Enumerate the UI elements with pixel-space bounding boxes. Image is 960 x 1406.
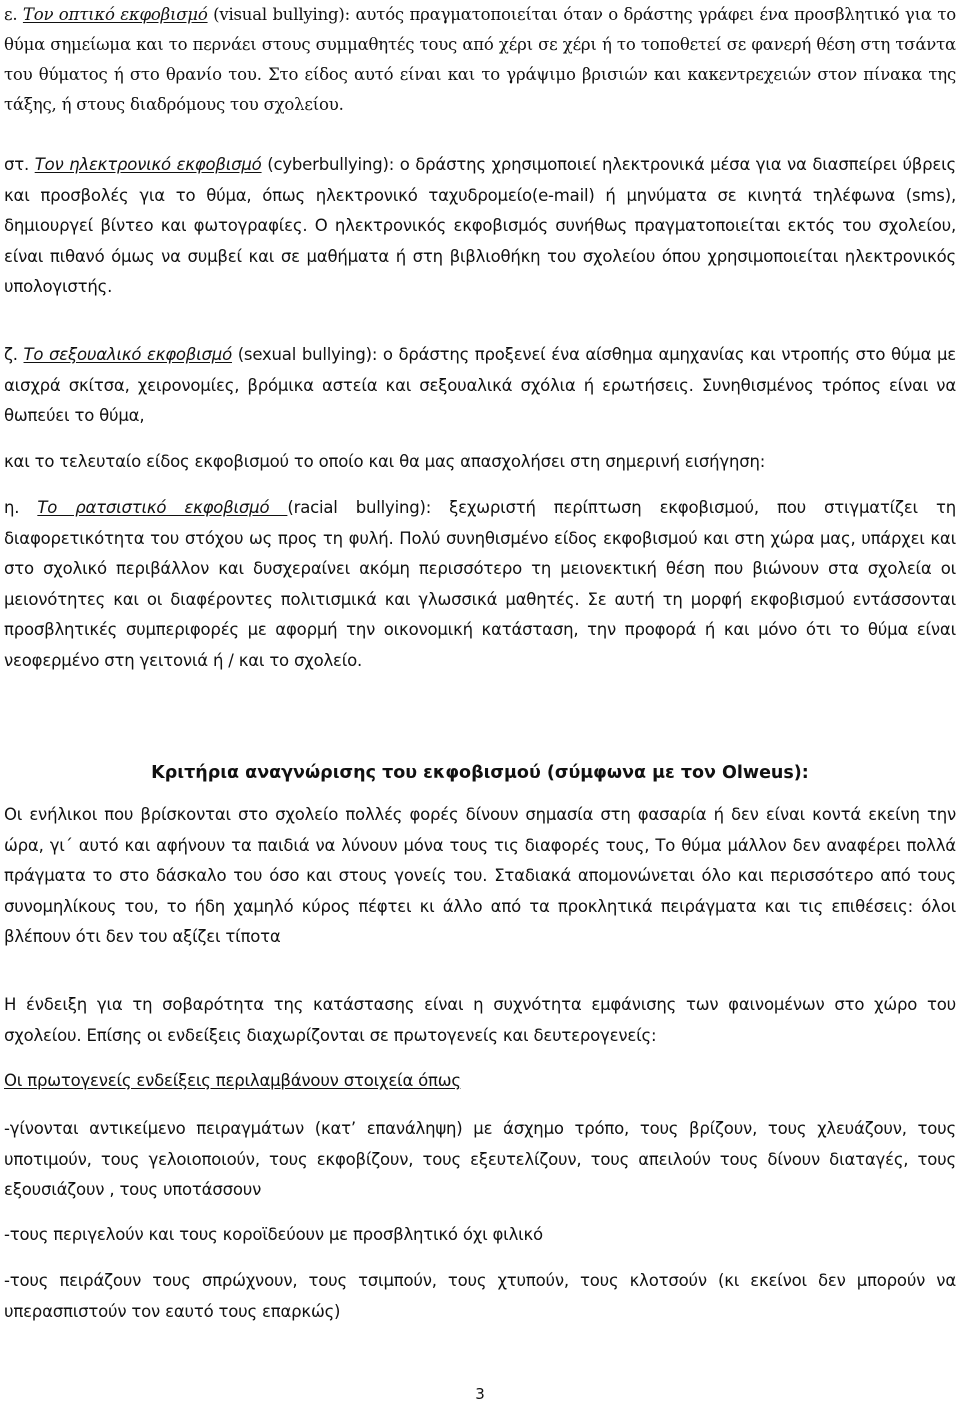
paragraph-cyberbullying — [4, 150, 956, 303]
item-prefix: ζ. — [4, 345, 24, 364]
paragraph-adults: Οι ενήλικοι που βρίσκονται στο σχολείο πολλές φορές δίνουν σημασία στη φασαρία ή δεν είναι κοντά εκείνη την ώρα, γι΄ αυτό και αφήνουν τα παιδιά να λύνουν μόνα τους τις διαφορές τους, Το θύμα μάλλον δεν αναφέρει πολλά πράγματα το στο δάσκαλο του όσο και στους γονείς του. Σταδιακά απομονώνεται όλο και περισσότερο από τους συνομηλίκους του, το ήδη χαμηλό κύρος πέφτει κι άλλο από τα προκλητικά πειράγματα και τις επιθέσεις: όλοι βλέπουν ότι δεν του αξίζει τίποτα — [4, 805, 956, 946]
item-prefix: ε. — [4, 5, 23, 24]
paragraph-visual-bullying — [4, 0, 956, 120]
paragraph-intro-last-type: και το τελευταίο είδος εκφοβισμού το οποίο και θα μας απασχολήσει στη σημερινή εισήγηση: — [4, 452, 766, 471]
paragraph-text: (visual bullying): αυτός πραγματοποιείται όταν ο δράστης γράφει ένα προσβλητικό για το θύμα σημείωμα και το περνάει στους συμμαθητές τους από χέρι σε χέρι ή το τοποθετεί σε φανερή θέση στη τσάντα του θύματος ή στο θρανίο του. Στο είδος αυτό είναι και το γράψιμο βρισιών και κακεντρεχειών στον πίνακα της τάξης, ή στους διαδρόμους του σχολείου. — [4, 5, 956, 114]
page-number: 3 — [475, 1385, 485, 1403]
paragraph-sexual-bullying — [4, 340, 956, 432]
term-sexual-bullying: Το σεξουαλικό εκφοβισμό — [23, 345, 232, 364]
paragraph-severity: Η ένδειξη για τη σοβαρότητα της κατάστασης είναι η συχνότητα εμφάνισης των φαινομένων στο χώρο του σχολείου. Επίσης οι ενδείξεις διαχωρίζονται σε πρωτογενείς και δευτερογενείς: — [4, 995, 956, 1045]
paragraph-racial-bullying — [4, 493, 956, 676]
subheading-text: Οι πρωτογενείς ενδείξεις περιλαμβάνουν στοιχεία όπως — [4, 1071, 461, 1090]
item-prefix: στ. — [4, 155, 35, 174]
item-prefix: η. — [4, 498, 38, 517]
paragraph-text: (cyberbullying): ο δράστης χρησιμοποιεί ηλεκτρονικά μέσα για να διασπείρει ύβρεις και προσβολές για το θύμα, όπως ηλεκτρονικό ταχυδρομείο(e-mail) ή μηνύματα σε κινητά τηλέφωνα (sms), δημιουργεί βίντεο και φωτογραφίες. Ο ηλεκτρονικός εκφοβισμός συνήθως πραγματοποιείται εκτός του σχολείου, είναι πιθανό όμως να συμβεί και σε μαθήματα ή στη βιβλιοθήκη του σχολείου όπου χρησιμοποιείται ηλεκτρονικός υπολογιστής. — [4, 155, 956, 296]
list-item: -τους πειράζουν τους σπρώχνουν, τους τσιμπούν, τους χτυπούν, τους κλοτσούν (κι εκείνοι δεν μπορούν να υπερασπιστούν τον εαυτό τους επαρκώς) — [4, 1271, 956, 1321]
section-heading: Κριτήρια αναγνώρισης του εκφοβισμού (σύμφωνα με τον Olweus): — [151, 763, 809, 783]
term-racial-bullying: Το ρατσιστικό εκφοβισμό — [37, 498, 288, 517]
subheading-primary-signs — [4, 1066, 956, 1097]
list-item: -τους περιγελούν και τους κοροϊδεύουν με προσβλητικό όχι φιλικό — [4, 1225, 543, 1244]
paragraph-text: (sexual bullying): ο δράστης προξενεί ένα αίσθημα αμηχανίας και ντροπής στο θύμα με αισχρά σκίτσα, χειρονομίες, βρόμικα αστεία και σεξουαλικά σχόλια ή ερωτήσεις. Συνηθισμένος τρόπος είναι να θωπεύει το θύμα, — [4, 345, 956, 425]
paragraph-text: (racial bullying): ξεχωριστή περίπτωση εκφοβισμού, που στιγματίζει τη διαφορετικότητα του στόχου ως προς τη φυλή. Πολύ συνηθισμένο είδος εκφοβισμού και στη χώρα μας, υπάρχει και στο σχολικό περιβάλλον και δυσχεραίνει ακόμη περισσότερο τη μειονεκτική θέση που βιώνουν στα σχολεία οι μειονότητες και οι διαφέροντες πολιτισμικά και γλωσσικά μαθητές. Σε αυτή τη μορφή εκφοβισμού εντάσσονται προσβλητικές συμπεριφορές με αφορμή την οικονομική κατάσταση, την προφορά ή και μόνο ότι το θύμα είναι νεοφερμένο στη γειτονιά ή / και το σχολείο. — [4, 498, 956, 670]
list-item: -γίνονται αντικείμενο πειραγμάτων (κατ’ επανάληψη) με άσχημο τρόπο, τους βρίζουν, τους χλευάζουν, τους υποτιμούν, τους γελοιοποιούν, τους εκφοβίζουν, τους εξευτελίζουν, τους απειλούν τους δίνουν διαταγές, τους εξουσιάζουν , τους υποτάσσουν — [4, 1119, 956, 1199]
term-cyberbullying: Τον ηλεκτρονικό εκφοβισμό — [34, 155, 262, 174]
term-visual-bullying: Τον οπτικό εκφοβισμό — [22, 5, 208, 24]
